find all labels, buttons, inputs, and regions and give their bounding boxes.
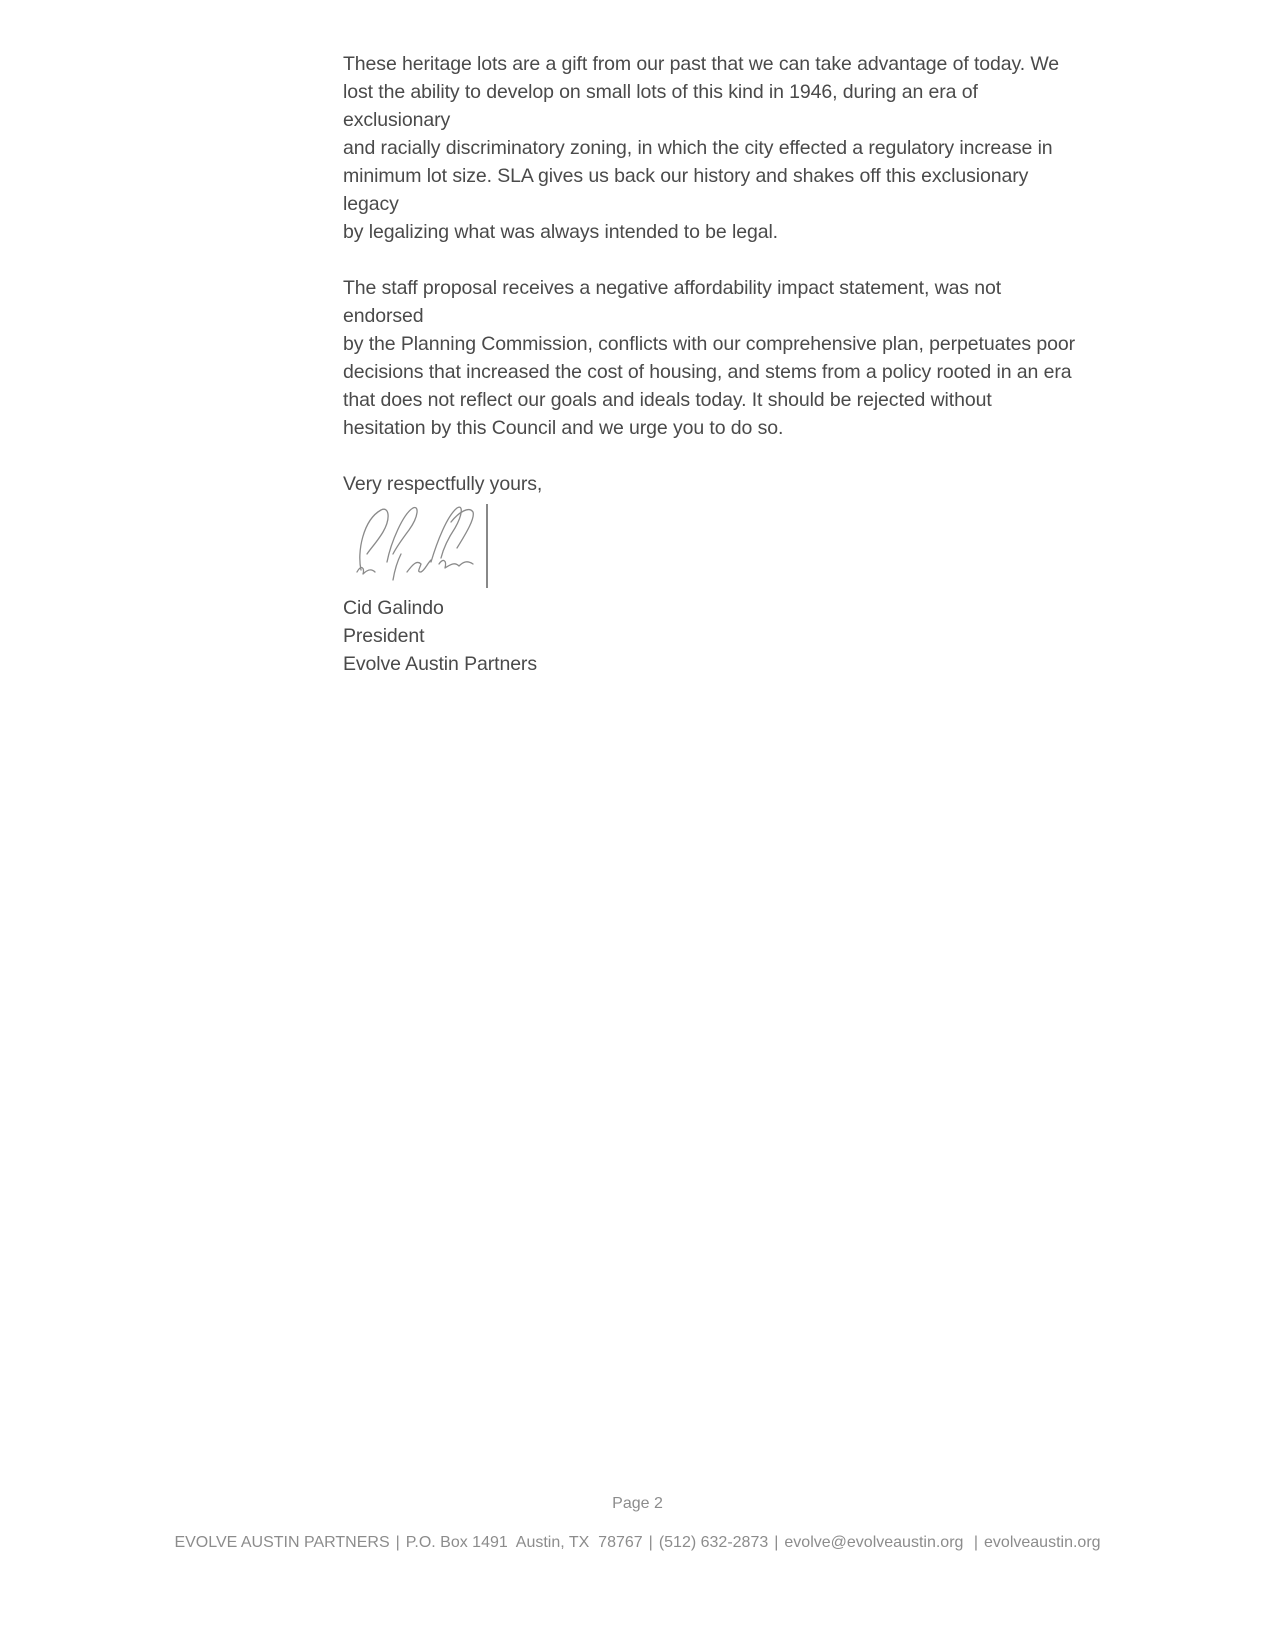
signer-organization: Evolve Austin Partners — [343, 653, 537, 675]
paragraph-staff-proposal: The staff proposal receives a negative affordability impact statement, was not endorsed by the Planning Commission, conflicts with our comprehensive plan, perpetuates poor decisions that increased the cost of housing, and stems from a policy rooted in an era that does not reflect our goals and ideals today. It should be rejected without hesitation by this Council and we urge you to do so. — [343, 277, 1076, 439]
footer-phone: (512) 632-2873 — [658, 1534, 769, 1551]
handwritten-signature — [347, 502, 497, 590]
footer-separator: | — [648, 1534, 653, 1551]
page-number: Page 2 — [612, 1495, 663, 1512]
footer-separator: | — [774, 1534, 779, 1551]
footer-email: evolve@evolveaustin.org — [784, 1534, 964, 1551]
letterhead-footer — [0, 1534, 1275, 1552]
footer-address: P.O. Box 1491 Austin, TX 78767 — [405, 1534, 643, 1551]
signer-name: Cid Galindo — [343, 597, 444, 619]
paragraph-heritage-lots: These heritage lots are a gift from our past that we can take advantage of today. We lost the ability to develop on small lots of this kind in 1946, during an era of exclusionary and racially discriminatory zoning, in which the city effected a regulatory increase in minimum lot size. SLA gives us back our history and shakes off this exclusionary legacy by legalizing what was always intended to be legal. — [343, 53, 1060, 243]
letter-body — [343, 50, 1083, 678]
signer-title: President — [343, 625, 425, 647]
footer-separator: | — [969, 1534, 979, 1551]
footer-website: evolveaustin.org — [984, 1534, 1101, 1551]
footer-org-name: EVOLVE AUSTIN PARTNERS — [174, 1534, 390, 1551]
closing-line: Very respectfully yours, — [343, 473, 543, 495]
footer-separator: | — [395, 1534, 400, 1551]
